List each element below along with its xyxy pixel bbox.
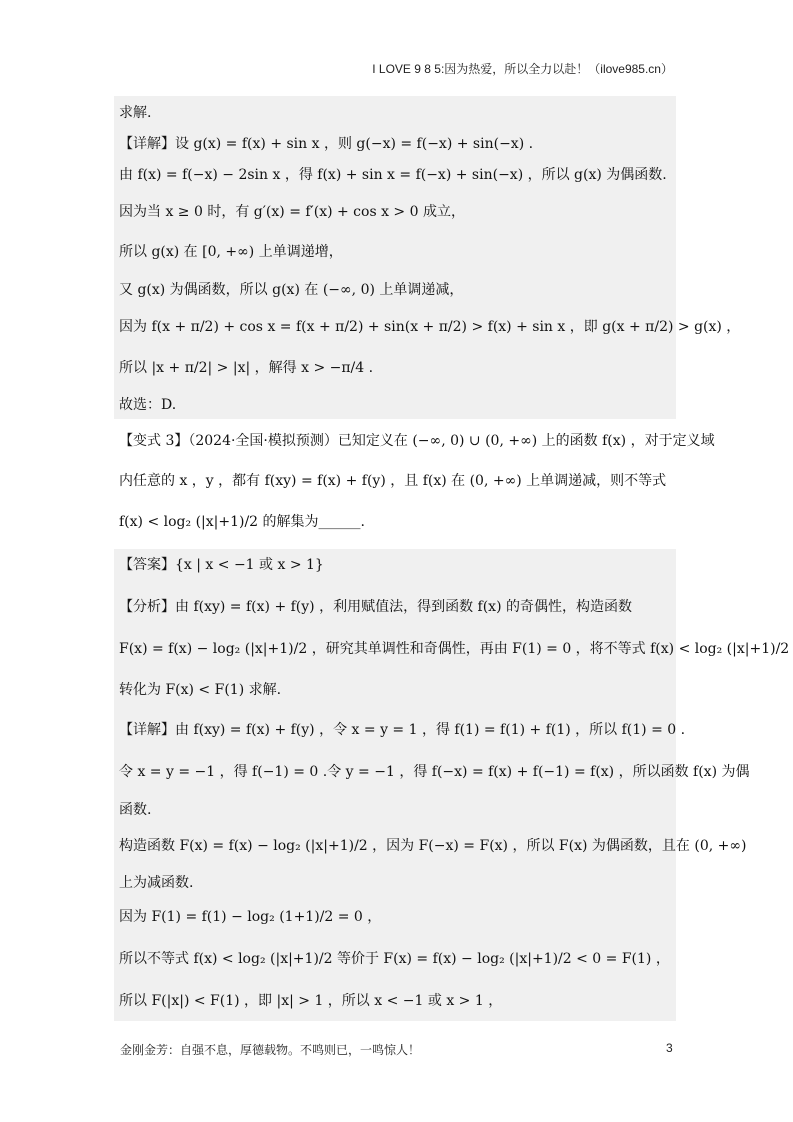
text-line: 因为当 x ≥ 0 时，有 g′(x) = f′(x) + cos x > 0 成立， xyxy=(119,204,465,220)
text-line: 故选：D. xyxy=(119,397,177,413)
text-line: 又 g(x) 为偶函数，所以 g(x) 在 (−∞, 0) 上单调递减， xyxy=(119,282,464,298)
answer-line: 【答案】{x | x < −1 或 x > 1} xyxy=(119,557,324,573)
header-text: I LOVE 9 8 5:因为热爱，所以全力以赴！（ilove985.cn） xyxy=(372,62,673,76)
text-line: 转化为 F(x) < F(1) 求解. xyxy=(119,682,282,698)
text-line: F(x) = f(x) − log₂ (|x|+1)/2 ，研究其单调性和奇偶性，再由 F(1) = 0 ，将不等式 f(x) < log₂ (|x|+1)/2 xyxy=(119,641,790,657)
text-line: 上为减函数. xyxy=(119,875,194,891)
text-line: 所以 g(x) 在 [0, +∞) 上单调递增， xyxy=(119,244,343,260)
text-line: 函数. xyxy=(119,802,152,818)
text-line: 内任意的 x ，y ，都有 f(xy) = f(x) + f(y) ，且 f(x) 在 (0, +∞) 上单调递减，则不等式 xyxy=(119,473,667,489)
analysis-line: 【分析】由 f(xy) = f(x) + f(y) ，利用赋值法，得到函数 f(x) 的奇偶性，构造函数 xyxy=(119,599,632,615)
text-line: 因为 f(x + π/2) + cos x = f(x + π/2) + sin(x + π/2) > f(x) + sin x ，即 g(x + π/2) > g(x) ， xyxy=(119,319,741,335)
variant-title: 【变式 3】（2024·全国·模拟预测）已知定义在 (−∞, 0) ∪ (0, +∞) 上的函数 f(x) ，对于定义域 xyxy=(119,433,715,449)
text-line: 所以不等式 f(x) < log₂ (|x|+1)/2 等价于 F(x) = f(x) − log₂ (|x|+1)/2 < 0 = F(1) ， xyxy=(119,951,670,967)
page-number: 3 xyxy=(666,1041,673,1055)
text-line: 构造函数 F(x) = f(x) − log₂ (|x|+1)/2 ，因为 F(−x) = F(x) ，所以 F(x) 为偶函数，且在 (0, +∞) xyxy=(119,838,747,854)
text-line: 【详解】设 g(x) = f(x) + sin x ，则 g(−x) = f(−x) + sin(−x) . xyxy=(119,136,534,152)
text-line: 求解. xyxy=(119,105,152,121)
footer-motto: 金刚金芳：自强不息，厚德载物。不鸣则已，一鸣惊人！ xyxy=(120,1043,421,1057)
text-line: 由 f(x) = f(−x) − 2sin x ，得 f(x) + sin x = f(−x) + sin(−x) ，所以 g(x) 为偶函数. xyxy=(119,167,667,183)
detail-line: 【详解】由 f(xy) = f(x) + f(y) ，令 x = y = 1 ，得 f(1) = f(1) + f(1) ，所以 f(1) = 0 . xyxy=(119,722,686,738)
text-line: 因为 F(1) = f(1) − log₂ (1+1)/2 = 0 ， xyxy=(119,909,382,925)
text-line: 所以 |x + π/2| > |x| ，解得 x > −π/4 . xyxy=(119,360,374,376)
text-line: f(x) < log₂ (|x|+1)/2 的解集为______. xyxy=(119,514,365,530)
text-line: 所以 F(|x|) < F(1) ，即 |x| > 1 ，所以 x < −1 或 x > 1 ， xyxy=(119,993,503,1009)
text-line: 令 x = y = −1 ，得 f(−1) = 0 .令 y = −1 ，得 f(−x) = f(x) + f(−1) = f(x) ，所以函数 f(x) 为偶 xyxy=(119,764,750,780)
